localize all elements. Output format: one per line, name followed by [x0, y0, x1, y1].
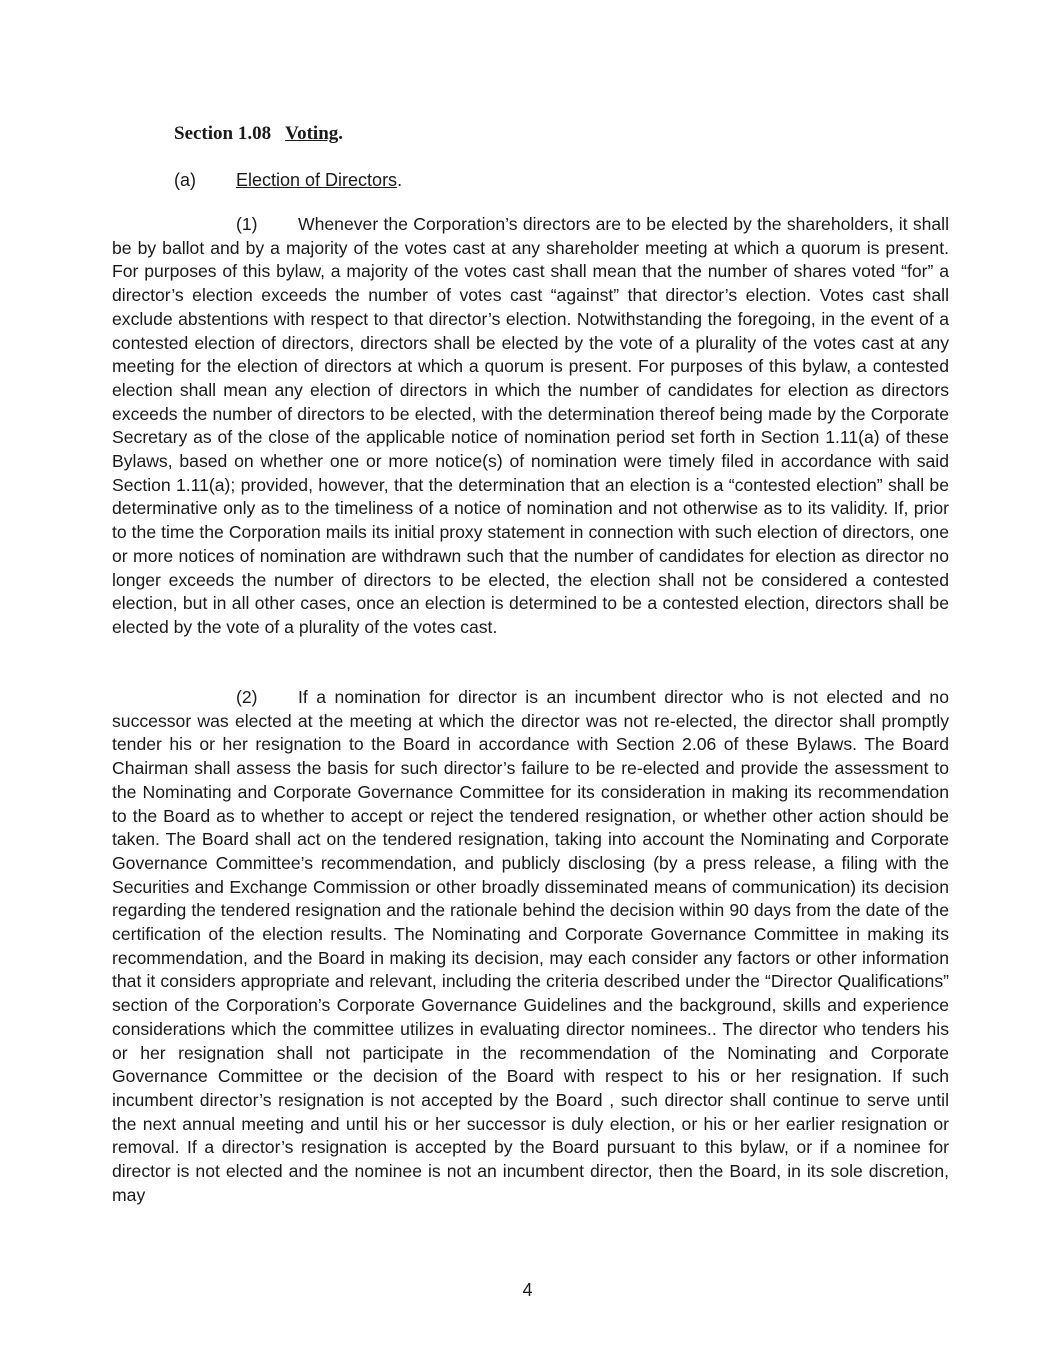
subsection-title: Election of Directors	[236, 170, 398, 190]
subsection-label: (a)	[174, 170, 196, 190]
paragraph-1-number: (1)	[236, 214, 258, 234]
section-title-suffix: .	[338, 123, 344, 144]
page-number: 4	[522, 1280, 533, 1300]
subsection-title-suffix: .	[397, 170, 403, 190]
paragraph-1-text: Whenever the Corporation’s directors are to be elected by the shareholders, it shall be by ballot and by a majority of the votes cast at any shareholder meeting at which a quorum is present. For purposes of this bylaw, a majority of the votes cast shall mean that the number of shares voted “for” a director’s election exceeds the number of votes cast “against” that director’s election. Votes cast shall exclude abstentions with respect to that director’s election. Notwithstanding the foregoing, in the event of a contested election of directors, directors shall be elected by the vote of a plurality of the votes cast at any meeting for the election of directors at which a quorum is present. For purposes of this bylaw, a contested election shall mean any election of directors in which the number of candidates for election as directors exceeds the number of directors to be elected, with the determination thereof being made by the Corporate Secretary as of the close of the applicable notice of nomination period set forth in Section 1.11(a) of these Bylaws, based on whether one or more notice(s) of nomination were timely filed in accordance with said Section 1.11(a); provided, however, that the determination that an election is a “contested election” shall be determinative only as to the timeliness of a notice of nomination and not otherwise as to its validity. If, prior to the time the Corporation mails its initial proxy statement in connection with such election of directors, one or more notices of nomination are withdrawn such that the number of candidates for election as director no longer exceeds the number of directors to be elected, the election shall not be considered a contested election, but in all other cases, once an election is determined to be a contested election, directors shall be elected by the vote of a plurality of the votes cast.	[112, 214, 949, 637]
paragraph-1	[112, 213, 949, 640]
section-title: Voting	[285, 123, 339, 144]
paragraph-2	[112, 686, 949, 1207]
subsection-heading	[174, 170, 402, 191]
paragraph-2-text: If a nomination for director is an incumbent director who is not elected and no successor was elected at the meeting at which the director was not re-elected, the director shall promptly tender his or her resignation to the Board in accordance with Section 2.06 of these Bylaws. The Board Chairman shall assess the basis for such director’s failure to be re-elected and provide the assessment to the Nominating and Corporate Governance Committee for its consideration in making its recommendation to the Board as to whether to accept or reject the tendered resignation, or whether other action should be taken. The Board shall act on the tendered resignation, taking into account the Nominating and Corporate Governance Committee’s recommendation, and publicly disclosing (by a press release, a filing with the Securities and Exchange Commission or other broadly disseminated means of communication) its decision regarding the tendered resignation and the rationale behind the decision within 90 days from the date of the certification of the election results. The Nominating and Corporate Governance Committee in making its recommendation, and the Board in making its decision, may each consider any factors or other information that it considers appropriate and relevant, including the criteria described under the “Director Qualifications” section of the Corporation’s Corporate Governance Guidelines and the background, skills and experience considerations which the committee utilizes in evaluating director nominees.. The director who tenders his or her resignation shall not participate in the recommendation of the Nominating and Corporate Governance Committee or the decision of the Board with respect to his or her resignation. If such incumbent director’s resignation is not accepted by the Board , such director shall continue to serve until the next annual meeting and until his or her successor is duly election, or his or her earlier resignation or removal. If a director’s resignation is accepted by the Board pursuant to this bylaw, or if a nominee for director is not elected and the nominee is not an incumbent director, then the Board, in its sole discretion, may	[112, 687, 949, 1205]
paragraph-2-number: (2)	[236, 687, 258, 707]
section-heading	[174, 123, 343, 145]
section-number: Section 1.08	[174, 123, 272, 144]
